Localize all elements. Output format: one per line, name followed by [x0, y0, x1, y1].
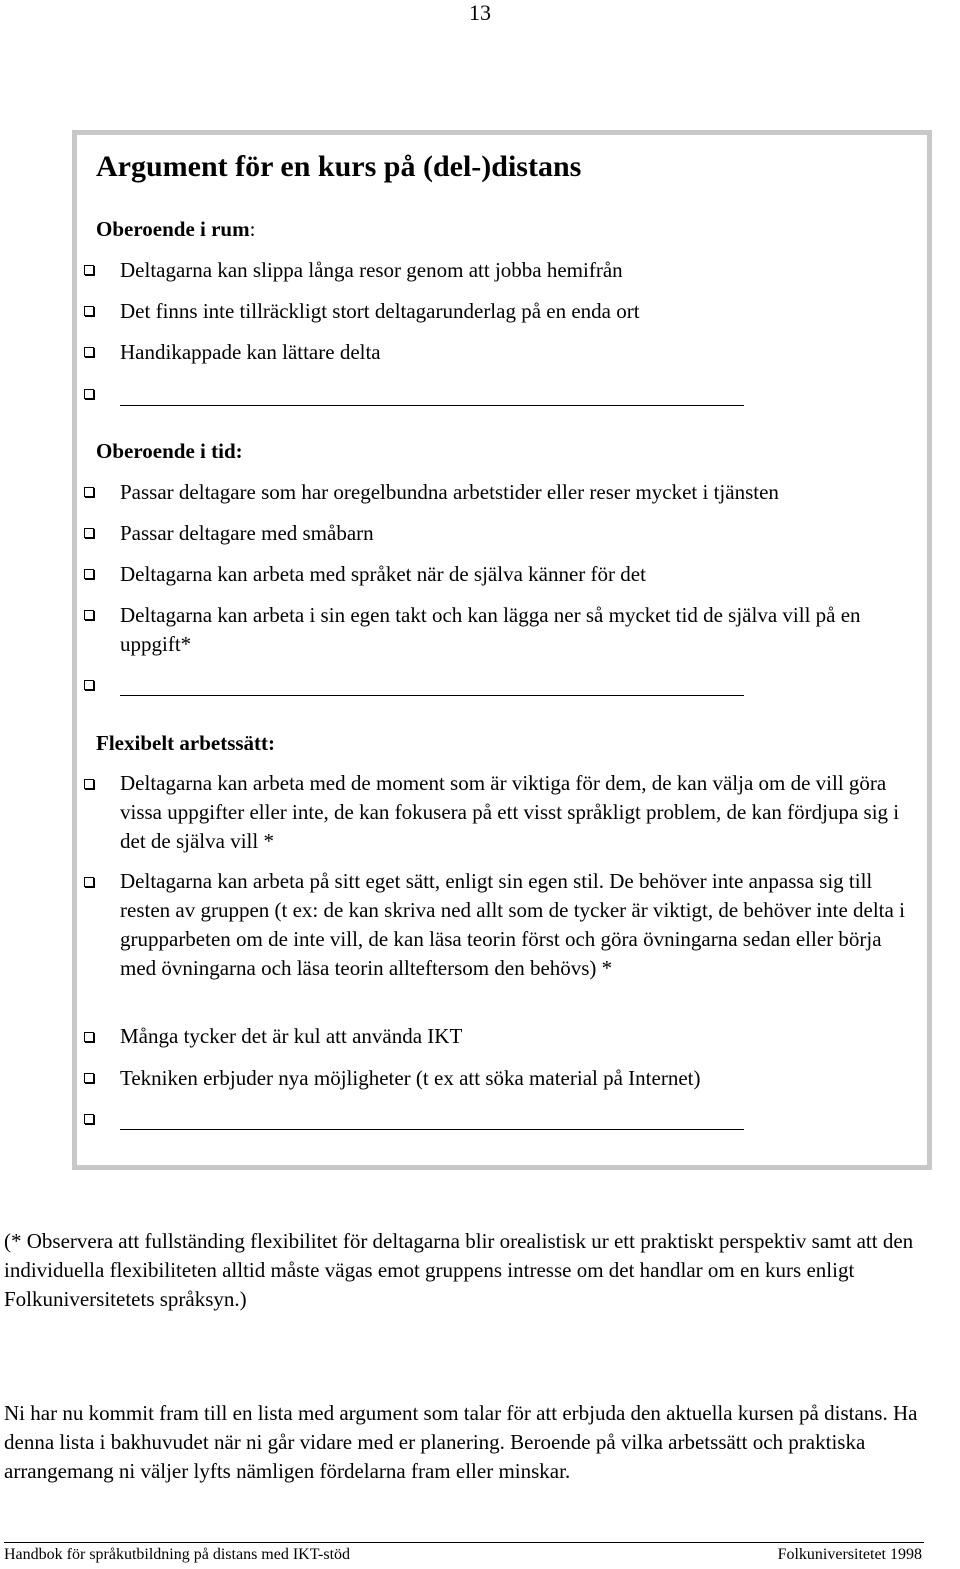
checkbox-bullet-icon [84, 569, 94, 579]
blank-fill-line [120, 1129, 744, 1130]
blank-fill-line [120, 405, 744, 406]
list-item: Deltagarna kan slippa långa resor genom att jobba hemifrån [120, 258, 623, 282]
list-item: Deltagarna kan arbeta med språket när de själva känner för det [120, 562, 646, 586]
footer-title: Handbok för språkutbildning på distans med IKT-stöd [4, 1546, 351, 1563]
list-item: Deltagarna kan arbeta på sitt eget sätt, enligt sin egen stil. De behöver inte anpassa sig till resten av gruppen (t ex: de kan skriva ned allt som de tycker är viktigt, de behöver inte delta i grupparbeten om de inte vill, de kan läsa teorin först och göra övningarna sedan eller börja med övningarna och läsa teorin allteftersom den behövs) * [120, 869, 905, 980]
closing-paragraph: Ni har nu kommit fram till en lista med argument som talar för att erbjuda den aktuella kursen på distans. Ha denna lista i bakhuvudet när ni går vidare med er planering. Beroende på vilka arbetssätt och praktiska arrangemang ni väljer lyfts nämligen fördelarna fram eller minskar. [4, 1401, 918, 1483]
checkbox-bullet-icon [84, 487, 94, 497]
list-item: Det finns inte tillräckligt stort deltagarunderlag på en enda ort [120, 299, 640, 323]
list-item: Många tycker det är kul att använda IKT [120, 1024, 463, 1048]
checkbox-bullet-icon [84, 680, 94, 690]
footer-publisher: Folkuniversitetet 1998 [777, 1546, 922, 1563]
blank-fill-line [120, 695, 744, 696]
list-item: Passar deltagare som har oregelbundna arbetstider eller reser mycket i tjänsten [120, 480, 779, 504]
list-item: Deltagarna kan arbeta med de moment som är viktiga för dem, de kan välja om de vill göra vissa uppgifter eller inte, de kan fokusera på ett visst språkligt problem, de kan fördjupa sig i det de själva vill * [120, 771, 900, 853]
checkbox-bullet-icon [84, 306, 94, 316]
checkbox-bullet-icon [84, 265, 94, 275]
checkbox-bullet-icon [84, 877, 94, 887]
footer-rule [4, 1542, 924, 1543]
checkbox-bullet-icon [84, 1114, 94, 1124]
checkbox-bullet-icon [84, 779, 94, 789]
list-item: Tekniken erbjuder nya möjligheter (t ex att söka material på Internet) [120, 1066, 701, 1090]
list-item: Passar deltagare med småbarn [120, 521, 374, 545]
checkbox-bullet-icon [84, 389, 94, 399]
page-number: 13 [469, 0, 491, 25]
list-item: Deltagarna kan arbeta i sin egen takt och kan lägga ner så mycket tid de själva vill på en uppgift* [120, 603, 861, 656]
section-heading-flexible: Flexibelt arbetssätt: [96, 731, 276, 755]
checkbox-bullet-icon [84, 528, 94, 538]
footnote-paragraph: (* Observera att fullständing flexibilitet för deltagarna blir orealistisk ur ett praktiskt perspektiv samt att den individuella flexibiliteten alltid måste vägas emot gruppens intresse om det handlar om en kurs enligt Folkuniversitetets språksyn.) [4, 1229, 914, 1311]
checkbox-bullet-icon [84, 1032, 94, 1042]
checkbox-bullet-icon [84, 347, 94, 357]
list-item: Handikappade kan lättare delta [120, 340, 381, 364]
section-heading-space: Oberoende i rum: [96, 217, 256, 241]
checkbox-bullet-icon [84, 1073, 94, 1083]
box-title: Argument för en kurs på (del-)distans [96, 150, 582, 183]
checkbox-bullet-icon [84, 610, 94, 620]
section-heading-time: Oberoende i tid: [96, 439, 243, 463]
